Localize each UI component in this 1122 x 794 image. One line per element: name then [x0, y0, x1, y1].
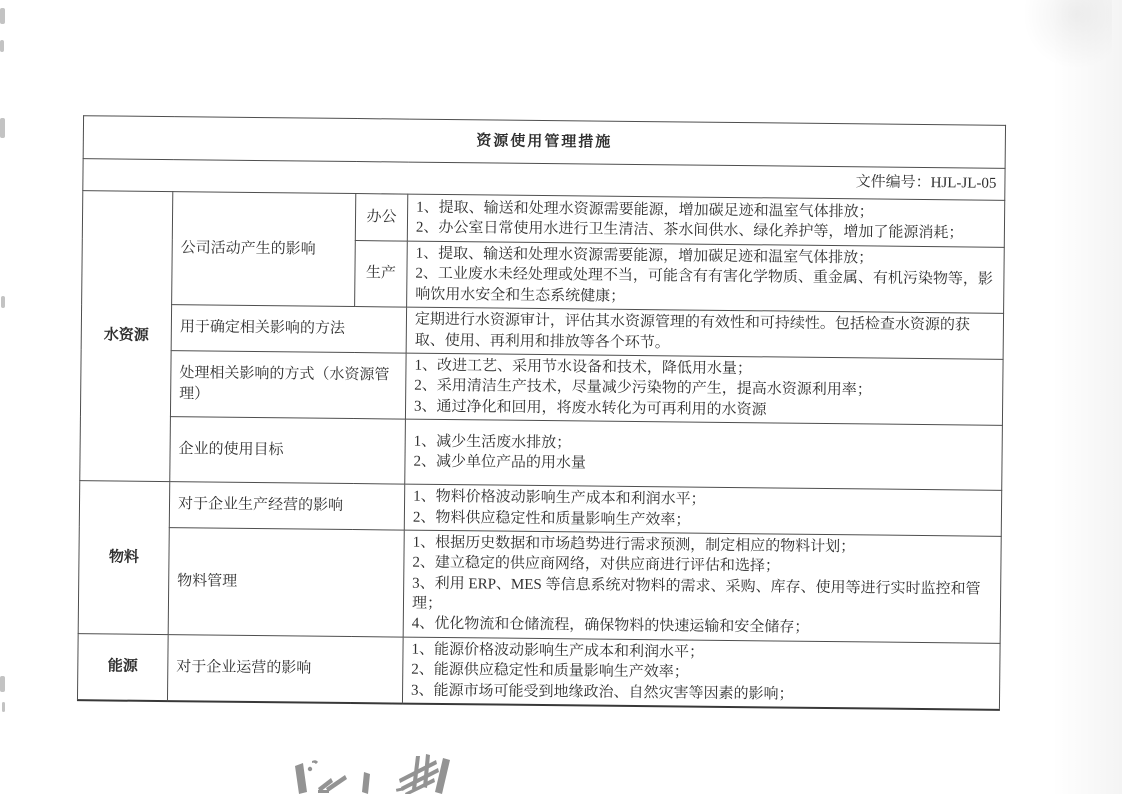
content-cell: 1、根据历史数据和市场趋势进行需求预测，制定相应的物料计划； 2、建立稳定的供应商网络，对供应商进行评估和选择； 3、利用 ERP、MES 等信息系统对物料的需求、采购、库存、使用等进行实时监控和管理； 4、优化物流和仓储流程，确保物料的快速运输和安全储存； — [403, 530, 1001, 643]
category-cell-water: 水资源 — [80, 191, 173, 482]
content-cell: 1、物料价格波动影响生产成本和利润水平； 2、物料供应稳定性和质量影响生产效率； — [404, 484, 1001, 536]
document-sheet — [77, 115, 1005, 711]
scan-artifact — [0, 676, 5, 692]
content-cell: 1、提取、输送和处理水资源需要能源，增加碳足迹和温室气体排放； 2、办公室日常使用水进行卫生清洁、茶水间供水、绿化养护等，增加了能源消耗； — [407, 194, 1004, 247]
resource-management-table — [77, 115, 1006, 711]
content-cell: 定期进行水资源审计，评估其水资源管理的有效性和可持续性。包括检查水资源的获取、使用、再利用和排放等各个环节。 — [406, 307, 1003, 359]
aspect-cell: 对于企业运营的影响 — [167, 634, 403, 703]
aspect-cell: 公司活动产生的影响 — [172, 192, 356, 307]
doc-number: 文件编号：HJL-JL-05 — [83, 159, 1005, 201]
sub-cell-office: 办公 — [355, 194, 407, 242]
category-cell-energy: 能源 — [77, 634, 168, 702]
aspect-cell: 企业的使用目标 — [170, 417, 406, 484]
scan-artifact — [0, 118, 5, 138]
page-title: 资源使用管理措施 — [83, 116, 1005, 169]
category-cell-material: 物料 — [78, 481, 170, 635]
scan-artifact — [2, 702, 5, 712]
aspect-cell: 用于确定相关影响的方法 — [171, 305, 406, 353]
scan-artifact — [1, 296, 5, 308]
aspect-cell: 对于企业生产经营的影响 — [169, 482, 404, 530]
scan-shadow-top-right — [1022, 0, 1112, 70]
scan-artifact — [0, 40, 4, 52]
aspect-cell: 物料管理 — [168, 528, 404, 637]
sub-cell-production: 生产 — [355, 241, 408, 308]
aspect-cell: 处理相关影响的方式（水资源管理） — [170, 351, 406, 420]
content-cell: 1、能源价格波动影响生产成本和利润水平； 2、能源供应稳定性和质量影响生产效率； 3、能源市场可能受到地缘政治、自然灾害等因素的影响； — [402, 637, 1000, 710]
handwriting-marks — [268, 748, 468, 794]
content-cell: 1、提取、输送和处理水资源需要能源，增加碳足迹和温室气体排放； 2、工业废水未经处理或处理不当，可能含有有害化学物质、重金属、有机污染物等，影响饮用水安全和生态系统健康； — [407, 241, 1005, 313]
scan-shadow-right — [1052, 0, 1122, 794]
scan-artifact — [0, 8, 5, 24]
content-cell: 1、减少生活废水排放； 2、减少单位产品的用水量 — [405, 419, 1003, 490]
content-cell: 1、改进工艺、采用节水设备和技术，降低用水量； 2、采用清洁生产技术，尽量减少污染物的产生，提高水资源利用率； 3、通过净化和回用，将废水转化为可再利用的水资源 — [405, 353, 1003, 425]
